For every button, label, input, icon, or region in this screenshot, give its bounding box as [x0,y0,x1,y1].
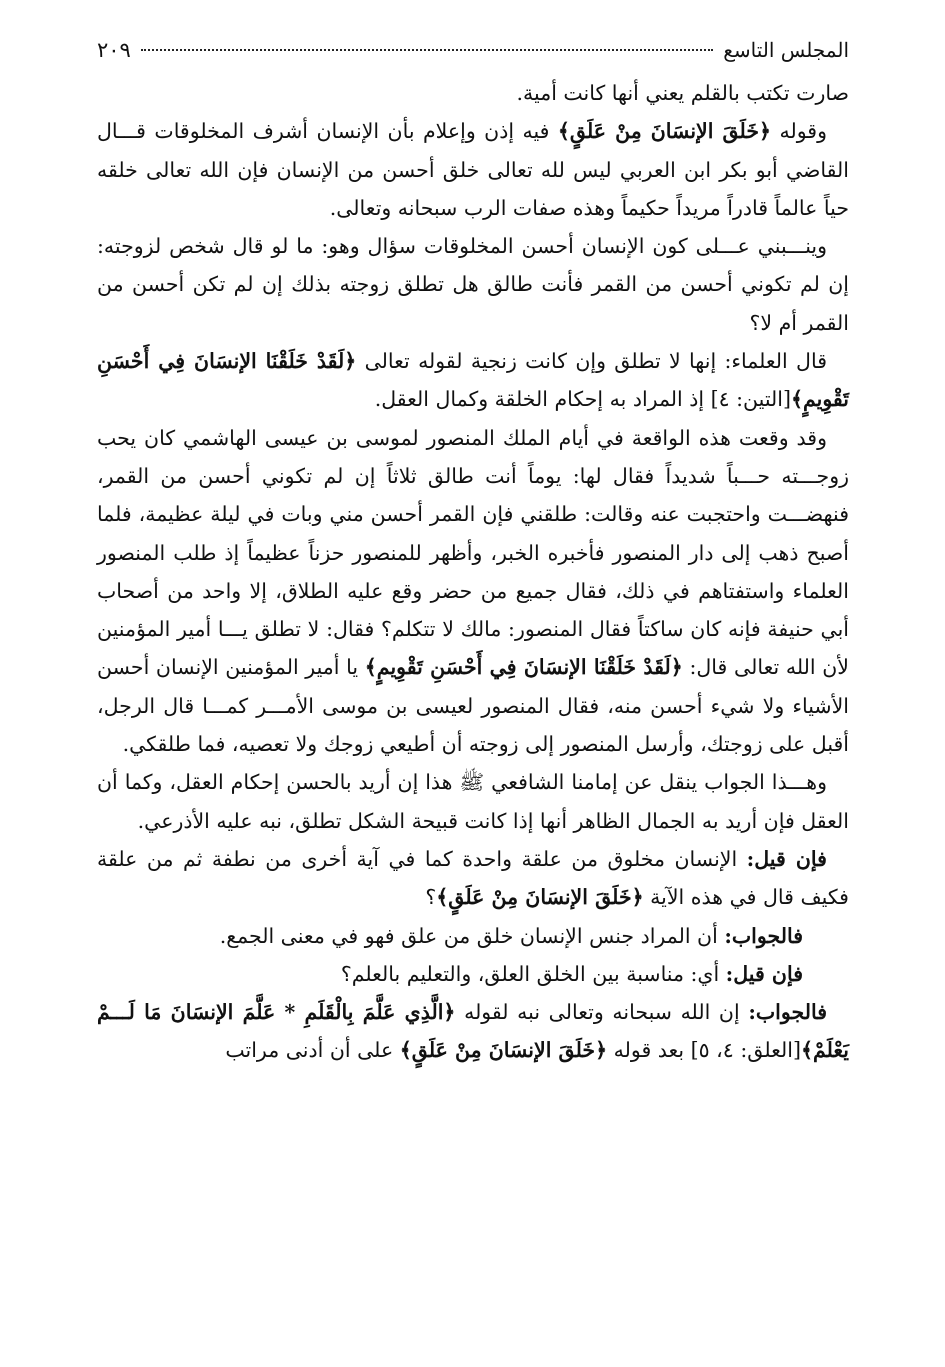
header-dotted-leader [141,49,713,51]
page-number: ٢٠٩ [97,38,131,62]
lead-phrase: فإن قيل: [746,846,827,871]
text-segment: على أن أدنى مراتب [225,1038,400,1063]
text-segment: [العلق: ٤، ٥] بعد قوله [607,1038,801,1063]
paragraph [97,840,849,917]
quran-verse: ﴿لَقَدْ خَلَقْنَا الإنسَانَ فِي أَحْسَنِ تَقْوِيمٍ﴾ [97,349,849,412]
lead-phrase: فالجواب: [724,923,803,948]
text-segment: وقد وقعت هذه الواقعة في أيام الملك المنصور لموسى بن عيسى الهاشمي كان يحب زوجـــته حـــباً شديداً فقال لها: يوماً أنت طالق ثلاثاً إن لم تكوني أحسن من القمر، فنهضـــت واحتجبت عنه وقالت: طلقني فإن القمر أحسن مني وبات في ليلة عظيمة، فلما أصبح ذهب إلى دار المنصور فأخبره الخبر، وأظهر للمنصور حزناً عظيماً إذ طلب المنصور العلماء واستفتاهم في ذلك، فقال جميع من حضر وقع عليه الطلاق، إلا واحد من أصحاب أبي حنيفة فإنه كان ساكتاً فقال المنصور: مالك لا تتكلم؟ فقال: لا تطلق يـــا أمير المؤمنين لأن الله تعالى قال: [97,425,849,680]
paragraph [97,74,849,112]
running-header [97,38,849,74]
text-segment: وقوله [771,119,827,144]
paragraph [97,917,849,955]
paragraph [97,763,849,840]
chapter-title: المجلس التاسع [723,38,849,62]
text-segment: ؟ [425,885,437,910]
quran-verse: ﴿خَلَقَ الإنسَانَ مِنْ عَلَقٍ﴾ [399,1038,608,1063]
lead-phrase: فالجواب: [748,1000,827,1025]
quran-verse: ﴿خَلَقَ الإنسَانَ مِنْ عَلَقٍ﴾ [557,119,772,144]
text-segment: صارت تكتب بالقلم يعني أنها كانت أمية. [516,81,849,105]
paragraph [97,112,849,227]
text-segment: الإنسان مخلوق من علقة واحدة كما في آية أخرى من نطفة ثم من علقة فكيف قال في هذه الآية [97,846,849,910]
quran-verse: ﴿لَقَدْ خَلَقْنَا الإنسَانَ فِي أَحْسَنِ تَقْوِيمٍ﴾ [364,655,683,680]
lead-phrase: فإن قيل: [725,961,803,986]
text-segment: إن الله سبحانه وتعالى نبه لقوله [455,1000,749,1025]
text-segment: وينـــبني عـــلى كون الإنسان أحسن المخلوقات سؤال وهو: ما لو قال شخص لزوجته: إن لم تكوني أحسن من القمر فأنت طالق هل تطلق زوجته بذلك إن لم تكن أحسن من القمر أم لا؟ [97,234,849,335]
text-segment: وهـــذا الجواب ينقل عن إمامنا الشافعي ﷺ هذا إن أريد بالحسن إحكام العقل، وكما أن العقل فإن أريد به الجمال الظاهر أنها إذا كانت قبيحة الشكل تطلق، نبه عليه الأذرعي. [97,770,849,833]
paragraph [97,227,849,342]
text-segment: أن المراد جنس الإنسان خلق من علق فهو في معنى الجمع. [219,923,725,948]
paragraph [97,342,849,419]
body-text [97,74,849,1070]
paragraph [97,955,849,993]
quran-verse: ﴿خَلَقَ الإنسَانَ مِنْ عَلَقٍ﴾ [436,885,644,910]
paragraph [97,993,849,1070]
text-segment: فيه إذن وإعلام بأن الإنسان أشرف المخلوقات قـــال القاضي أبو بكر ابن العربي ليس لله تعالى خلق أحسن من الإنسان فإن الله تعالى خلقه حياً عالماً قادراً مريداً حكيماً وهذه صفات الرب سبحانه وتعالى. [97,119,849,220]
text-segment: [التين: ٤] إذ المراد به إحكام الخلقة وكمال العقل. [374,387,791,412]
text-segment: أي: مناسبة بين الخلق العلق، والتعليم بالعلم؟ [340,961,726,986]
book-page [97,38,849,1070]
quran-verse: ﴿الَّذِي عَلَّمَ بِالْقَلَمِ * عَلَّمَ الإنسَانَ مَا لَـــمْ يَعْلَمْ﴾ [97,1000,849,1063]
paragraph [97,419,849,764]
text-segment: يا أمير المؤمنين الإنسان أحسن الأشياء ولا شيء أحسن منه، فقال المنصور لعيسى بن موسى الأمـــر كمـــا قال الرجل، أقبل على زوجتك، وأرسل المنصور إلى زوجته أن أطيعي زوجك ولا تعصيه، فما طلقكي. [97,655,849,757]
text-segment: قال العلماء: إنها لا تطلق وإن كانت زنجية لقوله تعالى [356,349,827,374]
